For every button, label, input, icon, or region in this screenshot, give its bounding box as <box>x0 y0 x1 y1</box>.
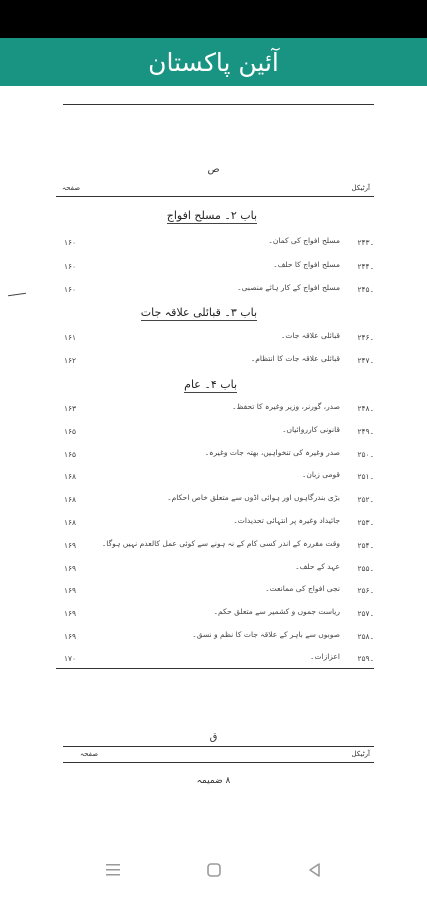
list-item[interactable] <box>56 448 374 462</box>
page-label: ص <box>207 164 220 175</box>
column-header-page: صفحہ <box>62 184 81 192</box>
page-number: ۱۶۵ <box>64 450 77 459</box>
app-bar <box>0 38 427 86</box>
page-number: ۱۶۹ <box>64 609 77 618</box>
top-rule <box>63 104 374 105</box>
back-icon[interactable] <box>303 858 327 882</box>
next-column-header-article: آرٹیکل <box>351 750 370 758</box>
article-number: ۲۴۵۔ <box>357 285 374 294</box>
article-number: ۲۴۳۔ <box>357 238 374 247</box>
list-item[interactable] <box>56 260 374 274</box>
list-item[interactable] <box>56 539 374 553</box>
page-number: ۱۶۱ <box>64 333 77 342</box>
article-title: صدر، گورنر، وزیر وغیرہ کا تحفظ۔ <box>232 402 340 411</box>
document-page[interactable] <box>0 86 427 792</box>
article-number: ۲۴۸۔ <box>357 404 374 413</box>
page-number: ۱۶۸ <box>64 472 77 481</box>
menu-icon[interactable] <box>101 858 125 882</box>
article-number: ۲۴۴۔ <box>357 262 374 271</box>
page-number: ۱۶۸ <box>64 495 77 504</box>
page-number: ۱۶۹ <box>64 632 77 641</box>
page-number: ۱۶۰ <box>64 262 77 271</box>
list-item[interactable] <box>56 354 374 368</box>
article-number: ۲۵۹۔ <box>357 654 374 663</box>
article-title: نجی افواج کی ممانعت۔ <box>265 584 340 593</box>
article-title: صدر وغیرہ کی تنخواہیں، بھتہ جات وغیرہ۔ <box>204 448 340 457</box>
status-bar <box>0 0 427 38</box>
section-title: باب ۳۔ قبائلی علاقہ جات <box>140 306 257 319</box>
article-title: قبائلی علاقہ جات۔ <box>280 331 340 340</box>
page-number: ۱۷۰ <box>64 654 77 663</box>
list-item[interactable] <box>56 283 374 297</box>
page-number: ۱۶۹ <box>64 541 77 550</box>
article-title: قومی زبان۔ <box>301 470 340 479</box>
list-item[interactable] <box>56 470 374 484</box>
next-top-rule <box>63 746 374 747</box>
article-number: ۲۵۵۔ <box>357 564 374 573</box>
header-rule <box>56 196 374 197</box>
page-number: ۱۶۵ <box>64 427 77 436</box>
home-icon[interactable] <box>202 858 226 882</box>
article-title: قانونی کارروائیاں۔ <box>282 425 340 434</box>
list-item[interactable] <box>56 331 374 345</box>
list-item[interactable] <box>56 584 374 598</box>
list-item[interactable] <box>56 236 374 250</box>
page-number: ۱۶۹ <box>64 586 77 595</box>
next-column-header-page: صفحہ <box>80 750 99 758</box>
article-number: ۲۵۴۔ <box>357 541 374 550</box>
article-number: ۲۴۹۔ <box>357 427 374 436</box>
article-title: قبائلی علاقہ جات کا انتظام۔ <box>250 354 340 363</box>
list-item[interactable] <box>56 562 374 576</box>
article-title: مسلح افواج کی کمان۔ <box>268 236 340 245</box>
section-title: باب ۲۔ مسلح افواج <box>166 209 257 222</box>
list-item[interactable] <box>56 425 374 439</box>
app-title: آئین پاکستان <box>148 47 279 77</box>
list-item[interactable] <box>56 402 374 416</box>
article-title: بڑی بندرگاہوں اور ہوائی اڈوں سے متعلق خاص احکام۔ <box>167 493 340 502</box>
page-number: ۱۶۳ <box>64 404 77 413</box>
next-page-label: ق <box>209 732 218 743</box>
section-title: باب ۴۔ عام <box>184 378 237 391</box>
list-item[interactable] <box>56 652 374 666</box>
bottom-rule <box>56 668 374 669</box>
article-number: ۲۵۶۔ <box>357 586 374 595</box>
article-number: ۲۵۲۔ <box>357 495 374 504</box>
column-header-article: آرٹیکل <box>351 184 370 192</box>
article-number: ۲۵۷۔ <box>357 609 374 618</box>
page-number: ۱۶۰ <box>64 285 77 294</box>
article-number: ۲۴۷۔ <box>357 356 374 365</box>
article-title: وقت مقررہ کے اندر کسی کام کے نہ ہونے سے کوئی عمل کالعدم نہیں ہوگا۔ <box>101 539 340 548</box>
list-item[interactable] <box>56 493 374 507</box>
pen-mark <box>8 293 26 296</box>
article-number: ۲۴۶۔ <box>357 333 374 342</box>
list-item[interactable] <box>56 630 374 644</box>
next-header-rule <box>63 762 374 763</box>
list-item[interactable] <box>56 516 374 530</box>
article-title: صوبوں سے باہر کے علاقہ جات کا نظم و نسق۔ <box>192 630 340 639</box>
page-number: ۱۶۹ <box>64 564 77 573</box>
page-number: ۱۶۰ <box>64 238 77 247</box>
article-title: جائیداد وغیرہ پر انتہائی تحدیدات۔ <box>233 516 340 525</box>
article-number: ۲۵۸۔ <box>357 632 374 641</box>
article-title: مسلح افواج کے کار ہائے منصبی۔ <box>237 283 340 292</box>
article-title: عہد کے حلف۔ <box>295 562 340 571</box>
page-number: ۱۶۲ <box>64 356 77 365</box>
article-title: اعزازات۔ <box>310 652 340 661</box>
next-section-heading: ۸ ضمیمہ <box>196 776 231 786</box>
article-number: ۲۵۳۔ <box>357 518 374 527</box>
list-item[interactable] <box>56 607 374 621</box>
article-title: ریاست جموں و کشمیر سے متعلق حکم۔ <box>213 607 340 616</box>
navigation-bar <box>0 820 427 900</box>
article-number: ۲۵۰۔ <box>357 450 374 459</box>
page-number: ۱۶۸ <box>64 518 77 527</box>
article-number: ۲۵۱۔ <box>357 472 374 481</box>
article-title: مسلح افواج کا حلف۔ <box>273 260 340 269</box>
